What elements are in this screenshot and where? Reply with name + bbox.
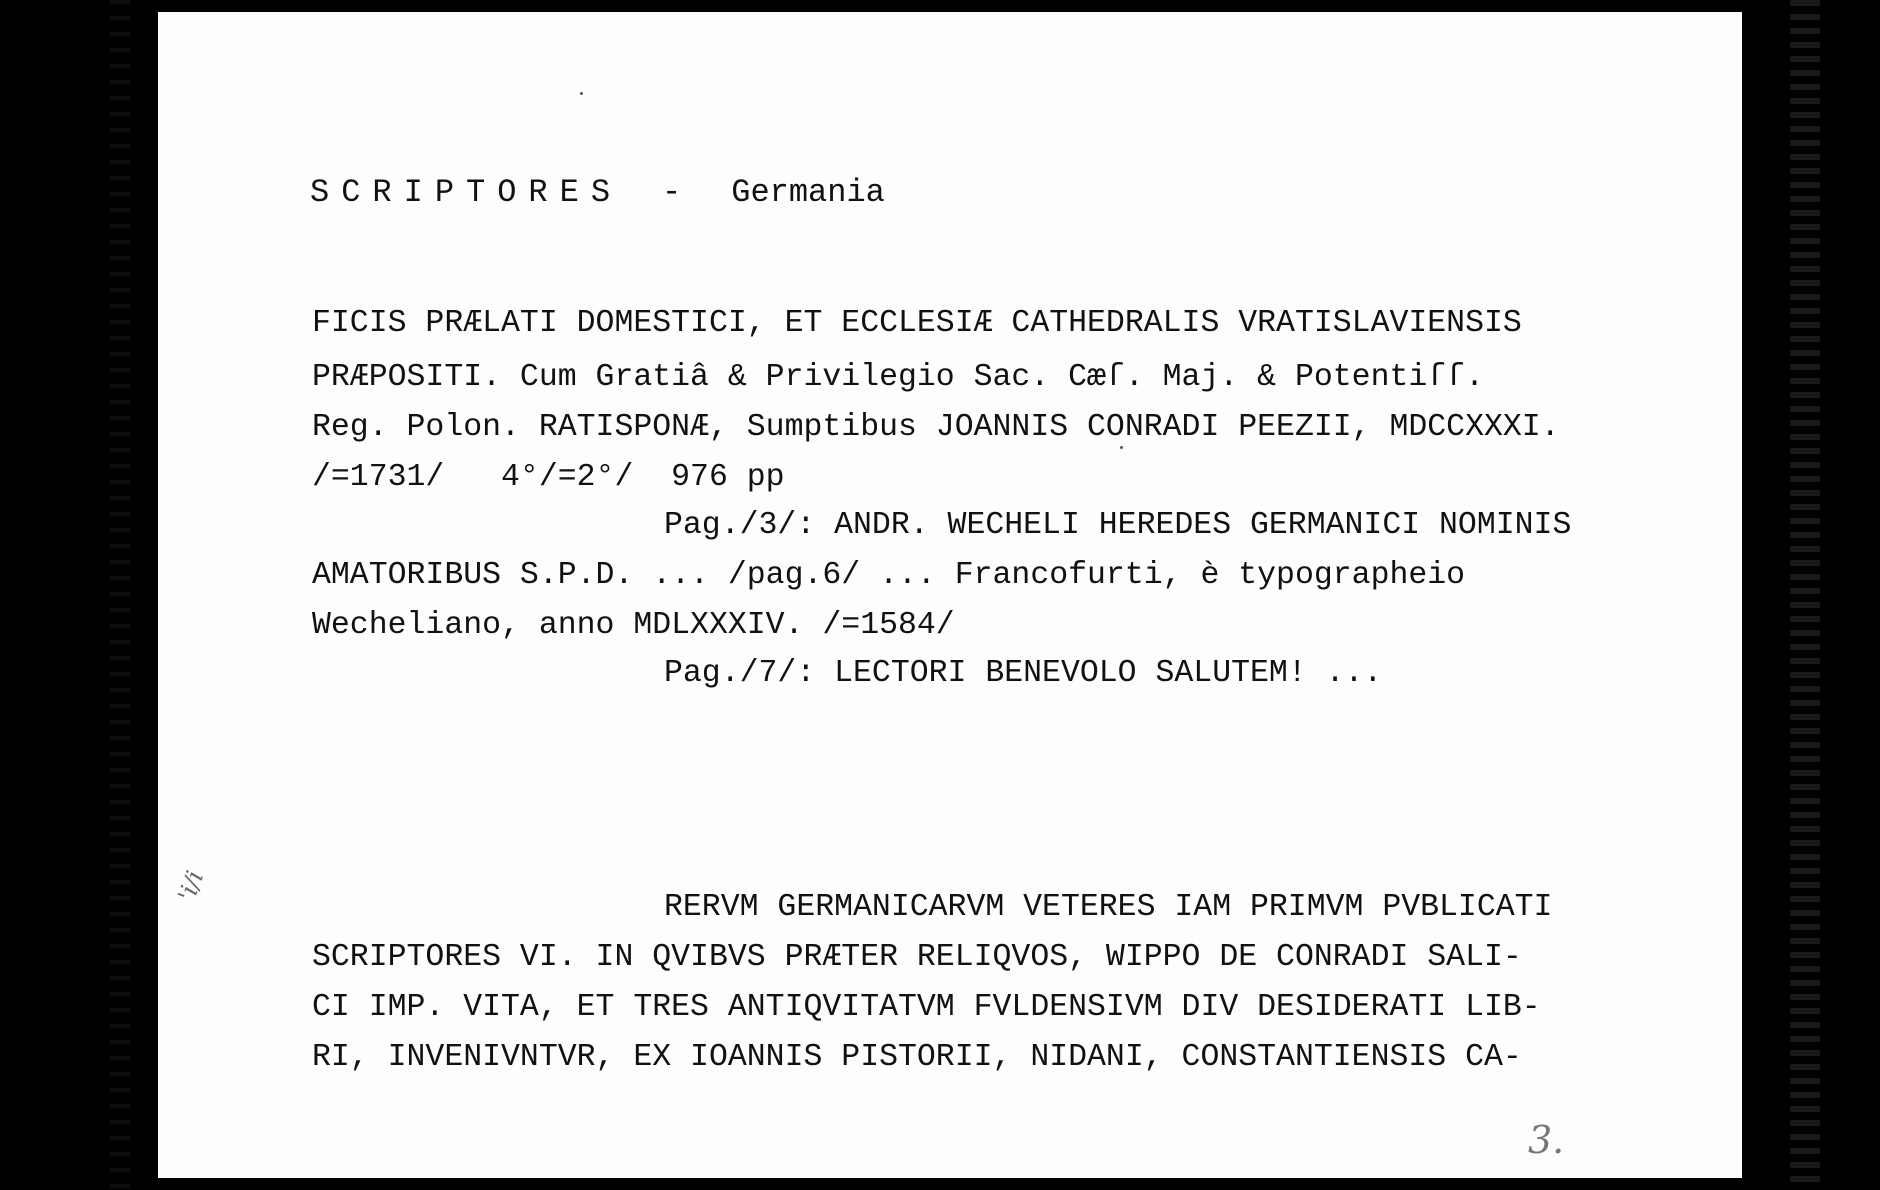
entry2-line-1: RERVM GERMANICARVM VETERES IAM PRIMVM PVBLICATI	[664, 890, 1553, 925]
entry1-line-7: Wecheliano, anno MDLXXXIV. /=1584/	[312, 608, 955, 643]
film-edge-left	[110, 0, 130, 1190]
speck	[580, 92, 583, 95]
card-number: 3.	[1528, 1118, 1565, 1162]
catalog-card	[158, 12, 1742, 1178]
entry1-line-1: FICIS PRÆLATI DOMESTICI, ET ECCLESIÆ CATHEDRALIS VRATISLAVIENSIS	[312, 306, 1522, 341]
margin-mark: 'i/i	[172, 867, 210, 905]
speck	[1120, 446, 1123, 449]
entry2-line-2: SCRIPTORES VI. IN QVIBVS PRÆTER RELIQVOS, WIPPO DE CONRADI SALI-	[312, 940, 1522, 975]
entry1-line-5: Pag./3/: ANDR. WECHELI HEREDES GERMANICI NOMINIS	[664, 508, 1572, 543]
entry2-line-4: RI, INVENIVNTVR, EX IOANNIS PISTORII, NIDANI, CONSTANTIENSIS CA-	[312, 1040, 1522, 1075]
heading-subtitle: Germania	[731, 174, 885, 211]
entry1-line-8: Pag./7/: LECTORI BENEVOLO SALUTEM! ...	[664, 656, 1383, 691]
entry2-line-3: CI IMP. VITA, ET TRES ANTIQVITATVM FVLDENSIVM DIV DESIDERATI LIB-	[312, 990, 1541, 1025]
entry1-line-3: Reg. Polon. RATISPONÆ, Sumptibus JOANNIS CONRADI PEEZII, MDCCXXXI.	[312, 410, 1560, 445]
entry1-line-2: PRÆPOSITI. Cum Gratiâ & Privilegio Sac. Cæſ. Maj. & Potentiſſ.	[312, 360, 1484, 395]
heading-title: SCRIPTORES	[310, 174, 623, 211]
entry1-line-4: /=1731/ 4°/=2°/ 976 pp	[312, 460, 785, 495]
heading-dash: -	[662, 174, 682, 211]
film-edge-right	[1790, 0, 1820, 1190]
entry1-line-6: AMATORIBUS S.P.D. ... /pag.6/ ... Francofurti, è typographeio	[312, 558, 1466, 593]
card-heading	[310, 174, 885, 211]
